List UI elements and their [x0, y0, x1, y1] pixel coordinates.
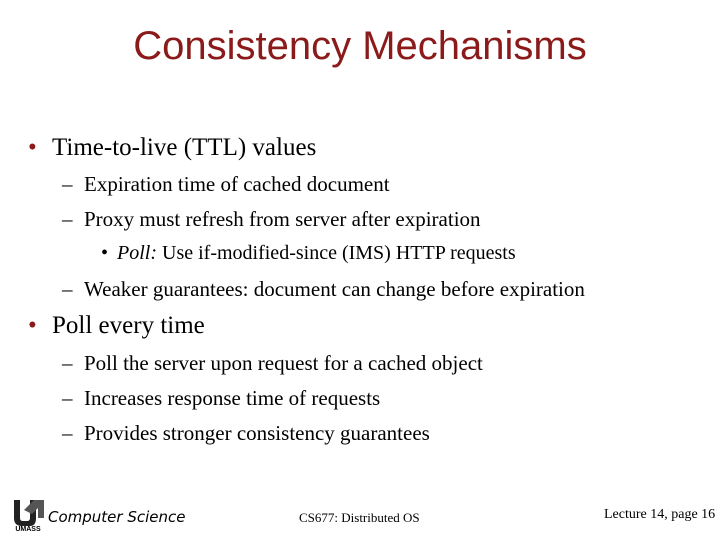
sub-bullet-stronger: [62, 418, 430, 448]
sub-bullet-stronger-text: Provides stronger consistency guarantees: [84, 421, 430, 445]
umass-logo-text: UMASS: [15, 526, 41, 532]
slide-title: Consistency Mechanisms: [133, 24, 587, 68]
sub-bullet-poll-server-text: Poll the server upon request for a cached object: [84, 351, 483, 375]
sub-sub-bullet-poll: [101, 238, 516, 268]
sub-bullet-response-time-text: Increases response time of requests: [84, 386, 381, 410]
umass-logo-icon: [10, 496, 46, 532]
bullet-ttl-label: Time-to-live (TTL) values: [52, 134, 317, 161]
bullet-poll-label: Poll every time: [52, 312, 205, 339]
poll-description: Use if-modified-since (IMS) HTTP requests: [157, 242, 516, 264]
bullet-ttl: [28, 133, 316, 163]
sub-bullet-weaker: [62, 274, 585, 304]
sub-bullet-response-time: [62, 383, 380, 413]
sub-bullet-expiration-text: Expiration time of cached document: [84, 172, 390, 196]
dash-marker: –: [62, 421, 73, 445]
bullet-poll: [28, 311, 205, 341]
dash-marker: –: [62, 172, 73, 196]
footer-course: CS677: Distributed OS: [299, 510, 420, 525]
footer-department: Computer Science: [48, 508, 186, 526]
dash-marker: –: [62, 351, 73, 375]
footer-page-number: Lecture 14, page 16: [604, 507, 716, 522]
bullet-marker: •: [101, 242, 109, 264]
dash-marker: –: [62, 207, 73, 231]
dash-marker: –: [62, 277, 73, 301]
sub-bullet-expiration: [62, 169, 390, 199]
sub-bullet-poll-server: [62, 348, 483, 378]
dash-marker: –: [62, 386, 73, 410]
sub-bullet-refresh-text: Proxy must refresh from server after expiration: [84, 207, 481, 231]
bullet-marker: •: [28, 134, 37, 161]
sub-bullet-refresh: [62, 204, 481, 234]
bullet-marker: •: [28, 312, 37, 339]
sub-bullet-weaker-text: Weaker guarantees: document can change before expiration: [84, 277, 585, 301]
poll-term: Poll:: [117, 242, 157, 264]
